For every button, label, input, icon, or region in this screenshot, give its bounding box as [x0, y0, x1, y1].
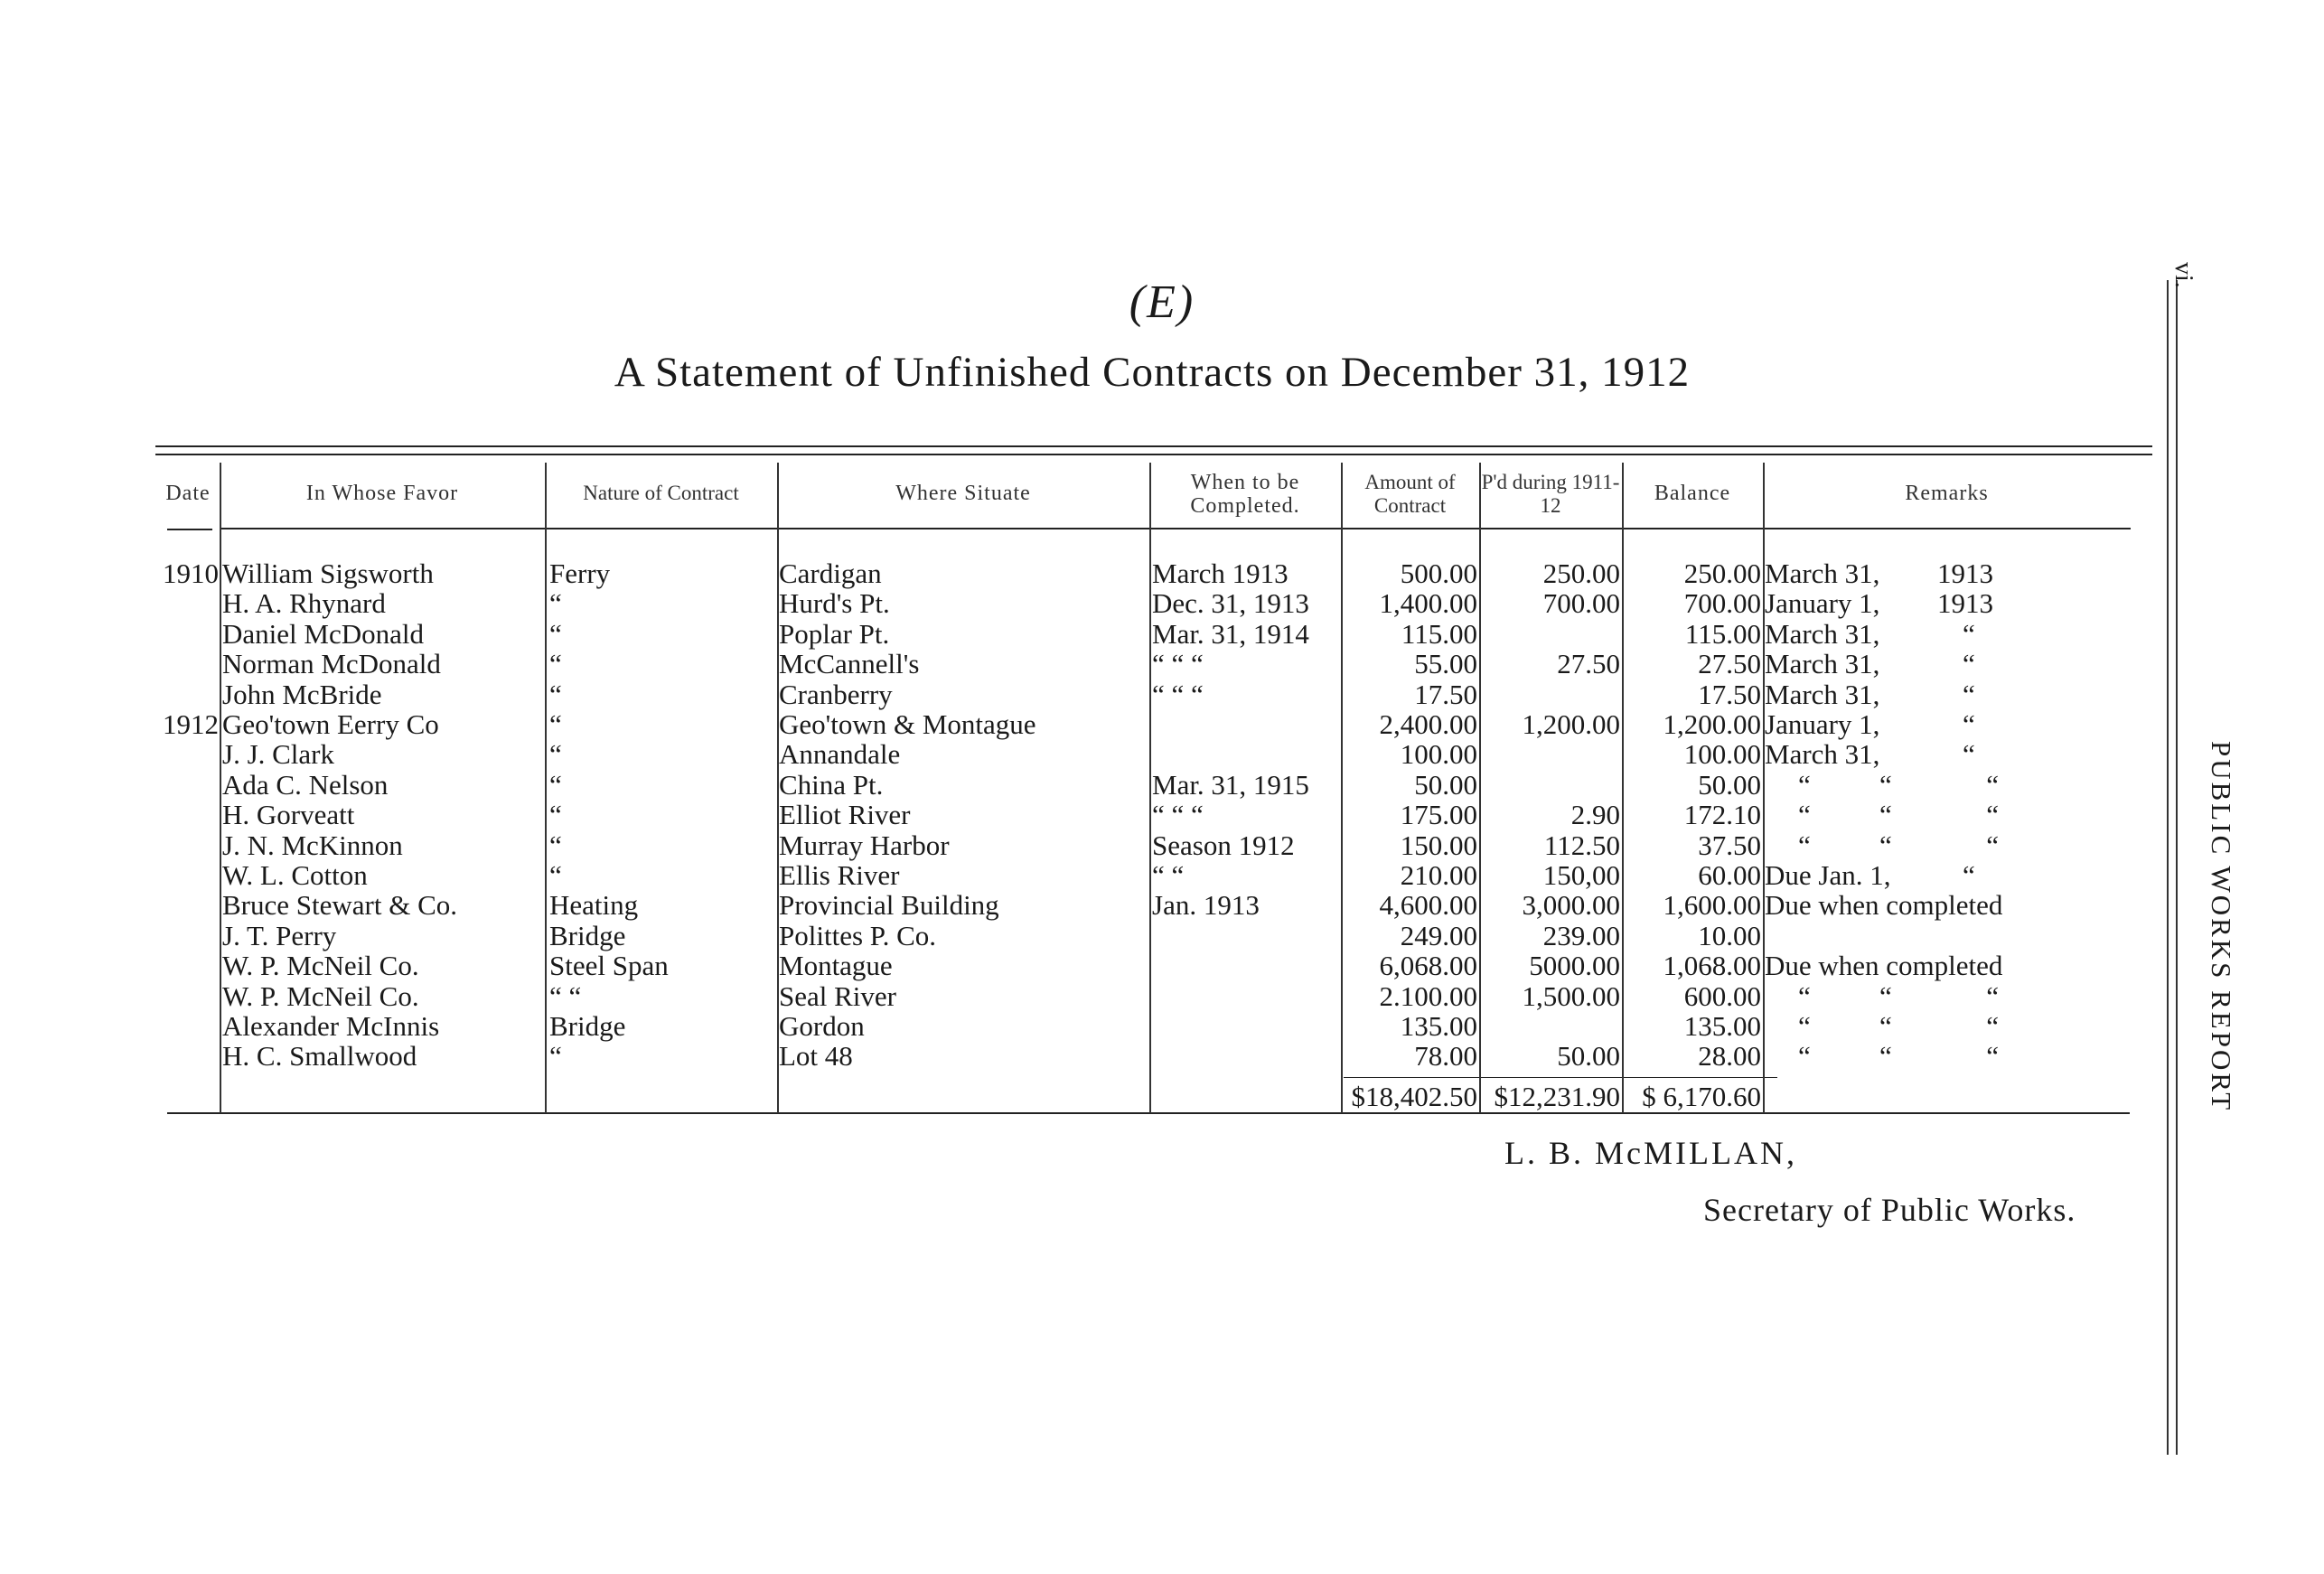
cell-amount: 175.00: [1400, 799, 1477, 831]
total-balance: $ 6,170.60: [1642, 1081, 1761, 1112]
cell-nature: “: [549, 829, 562, 861]
cell-paid: 3,000.00: [1522, 889, 1620, 922]
cell-paid: 1,200.00: [1522, 708, 1620, 740]
cell-date: [155, 800, 219, 829]
cell-balance: 1,200.00: [1663, 708, 1761, 740]
total-amount: $18,402.50: [1351, 1081, 1477, 1112]
cell-r2: “: [1879, 979, 1892, 1012]
cell-r1: Due when completed: [1765, 950, 2003, 982]
cell-when: [1152, 709, 1342, 739]
cell-r3: “: [1986, 799, 1999, 831]
cell-amount: 6,068.00: [1379, 950, 1477, 982]
right-margin-rule-2: [2176, 280, 2178, 1455]
cell-when: [1152, 739, 1342, 769]
cell-r3: [1963, 619, 1999, 649]
cell-paid: 250.00: [1542, 557, 1620, 589]
cell-r2: “: [1879, 1010, 1892, 1042]
column-header-where: Where Situate: [895, 482, 1031, 505]
cell-r3: [1963, 951, 1999, 980]
page-number: vi.: [2169, 262, 2197, 288]
cell-r1: March 31,: [1765, 648, 1880, 680]
cell-paid: 27.50: [1557, 648, 1620, 680]
cell-nature: Ferry: [549, 557, 611, 589]
column-header-amount: Amount of Contract: [1364, 471, 1456, 517]
cell-r2: “: [1879, 799, 1892, 831]
column-header-favor: In Whose Favor: [305, 482, 459, 505]
cell-r1: “: [1798, 768, 1811, 801]
cell-r3: [1963, 921, 1999, 951]
cell-r2: “: [1879, 829, 1892, 861]
cell-date: [155, 739, 219, 769]
cell-where: Elliot River: [779, 799, 911, 831]
cell-r3: [1963, 860, 1999, 890]
cell-favor: W. P. McNeil Co.: [222, 979, 419, 1012]
cell-paid: [1479, 770, 1620, 800]
cell-nature: “: [549, 617, 562, 650]
cell-r2: “: [1963, 678, 1975, 710]
cell-where: Murray Harbor: [779, 829, 950, 861]
cell-r1: “: [1798, 829, 1811, 861]
cell-amount: 17.50: [1414, 678, 1477, 710]
cell-favor: J. J. Clark: [222, 738, 334, 771]
column-header-paid: P'd during 1911-12: [1481, 471, 1620, 517]
column-header-when: When to be Completed.: [1190, 471, 1300, 518]
cell-favor: W. L. Cotton: [222, 859, 368, 891]
cell-r3: “: [1986, 1010, 1999, 1042]
cell-date: [155, 830, 219, 860]
cell-amount: 115.00: [1401, 617, 1477, 650]
col-divider-favor: [545, 463, 547, 1113]
cell-nature: “: [549, 859, 562, 891]
cell-favor: Geo'town Eerry Co: [222, 708, 439, 740]
cell-r1: March 31,: [1765, 557, 1880, 589]
cell-nature: “: [549, 799, 562, 831]
cell-favor: H. A. Rhynard: [222, 587, 386, 620]
cell-paid: 2.90: [1570, 799, 1620, 831]
header-rule-date: [167, 529, 212, 530]
cell-where: Seal River: [779, 979, 896, 1012]
cell-where: Montague: [779, 950, 893, 982]
cell-balance: 10.00: [1698, 919, 1761, 951]
cell-r1: March 31,: [1765, 678, 1880, 710]
cell-r1: “: [1798, 1040, 1811, 1073]
cell-paid: [1479, 679, 1620, 709]
cell-amount: 135.00: [1400, 1010, 1477, 1042]
cell-where: Poplar Pt.: [779, 617, 890, 650]
total-paid: $12,231.90: [1494, 1081, 1620, 1112]
cell-amount: 2,400.00: [1379, 708, 1477, 740]
cell-nature: “: [549, 587, 562, 620]
cell-nature: “: [549, 738, 562, 771]
cell-nature: Steel Span: [549, 950, 669, 982]
cell-paid: 50.00: [1557, 1040, 1620, 1073]
cell-paid: 112.50: [1543, 829, 1620, 861]
cell-where: Provincial Building: [779, 889, 999, 922]
cell-amount: 100.00: [1400, 738, 1477, 771]
cell-when: Mar. 31, 1915: [1152, 768, 1309, 801]
cell-nature: “: [549, 648, 562, 680]
cell-when: [1152, 1011, 1342, 1041]
cell-paid: 700.00: [1542, 587, 1620, 620]
cell-amount: 55.00: [1414, 648, 1477, 680]
cell-r2: 1913: [1937, 587, 1993, 620]
cell-amount: 1,400.00: [1379, 587, 1477, 620]
cell-where: Hurd's Pt.: [779, 587, 890, 620]
cell-r2: “: [1963, 708, 1975, 740]
column-header-nature: Nature of Contract: [583, 482, 739, 504]
cell-date: [155, 1011, 219, 1041]
cell-nature: Bridge: [549, 1010, 626, 1042]
cell-nature: “: [549, 708, 562, 740]
cell-where: Cranberry: [779, 678, 893, 710]
cell-when: March 1913: [1152, 557, 1289, 589]
cell-r3: [1963, 739, 1999, 769]
cell-where: Annandale: [779, 738, 901, 771]
cell-paid: 5000.00: [1529, 950, 1620, 982]
cell-date: [155, 649, 219, 679]
cell-balance: 700.00: [1683, 587, 1761, 620]
cell-r2: “: [1963, 859, 1975, 891]
header-rule-main: [220, 528, 2131, 529]
cell-where: Gordon: [779, 1010, 865, 1042]
cell-balance: 135.00: [1683, 1010, 1761, 1042]
cell-paid: 1,500.00: [1522, 979, 1620, 1012]
col-divider-date: [220, 463, 221, 1113]
page-title: A Statement of Unfinished Contracts on December 31, 1912: [614, 349, 1691, 396]
cell-r2: 1913: [1937, 557, 1993, 589]
cell-nature: Heating: [549, 889, 639, 922]
cell-when: Season 1912: [1152, 829, 1295, 861]
cell-paid: [1479, 1011, 1620, 1041]
cell-favor: William Sigsworth: [222, 557, 434, 589]
col-divider-where: [1149, 463, 1151, 1113]
cell-paid: [1479, 619, 1620, 649]
cell-amount: 4,600.00: [1379, 889, 1477, 922]
cell-balance: 1,600.00: [1663, 889, 1761, 922]
cell-date: 1912: [163, 708, 219, 740]
cell-date: [155, 619, 219, 649]
cell-r1: March 31,: [1765, 617, 1880, 650]
bottom-rule: [167, 1112, 2130, 1114]
cell-amount: 210.00: [1400, 859, 1477, 891]
top-double-rule-2: [155, 454, 2152, 455]
cell-when: Jan. 1913: [1152, 889, 1260, 922]
cell-date: [155, 951, 219, 980]
cell-r3: “: [1986, 1040, 1999, 1073]
cell-r3: [1963, 649, 1999, 679]
cell-r3: [1963, 890, 1999, 920]
cell-balance: 50.00: [1698, 768, 1761, 801]
cell-favor: J. N. McKinnon: [222, 829, 403, 861]
cell-nature: “: [549, 768, 562, 801]
signatory-title: Secretary of Public Works.: [1703, 1192, 2076, 1228]
cell-date: 1910: [163, 557, 219, 589]
cell-amount: 50.00: [1414, 768, 1477, 801]
cell-r1: “: [1798, 979, 1811, 1012]
cell-r3: [1963, 709, 1999, 739]
cell-r1: January 1,: [1765, 708, 1880, 740]
cell-r1: “: [1798, 799, 1811, 831]
cell-date: [155, 921, 219, 951]
cell-r2: “: [1963, 648, 1975, 680]
cell-r3: [1963, 558, 1999, 588]
cell-date: [155, 770, 219, 800]
cell-date: [155, 981, 219, 1011]
cell-date: [155, 860, 219, 890]
cell-favor: Alexander McInnis: [222, 1010, 440, 1042]
cell-amount: 249.00: [1400, 919, 1477, 951]
top-double-rule-1: [155, 445, 2152, 447]
column-header-date: Date: [165, 482, 211, 505]
cell-favor: Ada C. Nelson: [222, 768, 389, 801]
cell-r1: Due Jan. 1,: [1765, 859, 1891, 891]
cell-balance: 600.00: [1683, 979, 1761, 1012]
cell-when: [1152, 921, 1342, 951]
cell-r1: March 31,: [1765, 738, 1880, 771]
cell-r1: January 1,: [1765, 587, 1880, 620]
cell-balance: 17.50: [1698, 678, 1761, 710]
cell-r2: “: [1879, 768, 1892, 801]
totals-rule: [1344, 1077, 1777, 1078]
cell-paid: [1479, 739, 1620, 769]
cell-r3: “: [1986, 979, 1999, 1012]
cell-when: “ “: [1152, 859, 1185, 891]
cell-balance: 115.00: [1684, 617, 1761, 650]
cell-when: “ “ “: [1152, 678, 1204, 710]
cell-nature: “: [549, 678, 562, 710]
cell-favor: H. C. Smallwood: [222, 1040, 417, 1073]
cell-favor: Daniel McDonald: [222, 617, 424, 650]
cell-r1: Due when completed: [1765, 889, 2003, 922]
cell-r3: “: [1986, 768, 1999, 801]
cell-favor: H. Gorveatt: [222, 799, 355, 831]
cell-balance: 100.00: [1683, 738, 1761, 771]
cell-paid: 239.00: [1542, 919, 1620, 951]
cell-date: [155, 1041, 219, 1071]
cell-where: Polittes P. Co.: [779, 919, 936, 951]
cell-balance: 1,068.00: [1663, 950, 1761, 982]
cell-when: [1152, 1041, 1342, 1071]
cell-favor: John McBride: [222, 678, 382, 710]
cell-amount: 78.00: [1414, 1040, 1477, 1073]
cell-when: “ “ “: [1152, 648, 1204, 680]
cell-balance: 27.50: [1698, 648, 1761, 680]
column-header-remarks: Remarks: [1905, 482, 1989, 505]
cell-r1: “: [1798, 1010, 1811, 1042]
cell-nature: Bridge: [549, 919, 626, 951]
cell-where: Geo'town & Montague: [779, 708, 1036, 740]
column-header-balance: Balance: [1654, 482, 1731, 505]
cell-favor: J. T. Perry: [222, 919, 337, 951]
cell-r2: “: [1963, 738, 1975, 771]
cell-balance: 60.00: [1698, 859, 1761, 891]
cell-r2: “: [1963, 617, 1975, 650]
cell-date: [155, 890, 219, 920]
cell-favor: W. P. McNeil Co.: [222, 950, 419, 982]
cell-favor: Norman McDonald: [222, 648, 441, 680]
cell-when: “ “ “: [1152, 799, 1204, 831]
cell-balance: 28.00: [1698, 1040, 1761, 1073]
cell-nature: “ “: [549, 979, 582, 1012]
cell-when: Mar. 31, 1914: [1152, 617, 1309, 650]
cell-r3: “: [1986, 829, 1999, 861]
cell-where: Cardigan: [779, 557, 882, 589]
cell-where: McCannell's: [779, 648, 920, 680]
cell-amount: 500.00: [1400, 557, 1477, 589]
running-header: PUBLIC WORKS REPORT: [2206, 741, 2237, 1113]
heading-letter: (E): [1129, 276, 1195, 328]
cell-when: Dec. 31, 1913: [1152, 587, 1309, 620]
cell-amount: 150.00: [1400, 829, 1477, 861]
cell-balance: 250.00: [1683, 557, 1761, 589]
cell-where: Ellis River: [779, 859, 900, 891]
cell-when: [1152, 951, 1342, 980]
cell-r1: [1765, 921, 1982, 951]
cell-where: Lot 48: [779, 1040, 853, 1073]
signatory-name: L. B. McMILLAN,: [1504, 1135, 1797, 1171]
cell-when: [1152, 981, 1342, 1011]
cell-paid: 150,00: [1542, 859, 1620, 891]
cell-date: [155, 679, 219, 709]
cell-r3: [1963, 588, 1999, 618]
cell-r2: “: [1879, 1040, 1892, 1073]
cell-where: China Pt.: [779, 768, 884, 801]
cell-balance: 37.50: [1698, 829, 1761, 861]
cell-favor: Bruce Stewart & Co.: [222, 889, 458, 922]
right-margin-rule-1: [2167, 280, 2169, 1455]
cell-balance: 172.10: [1683, 799, 1761, 831]
cell-date: [155, 588, 219, 618]
cell-r3: [1963, 679, 1999, 709]
cell-nature: “: [549, 1040, 562, 1073]
cell-amount: 2.100.00: [1379, 979, 1477, 1012]
